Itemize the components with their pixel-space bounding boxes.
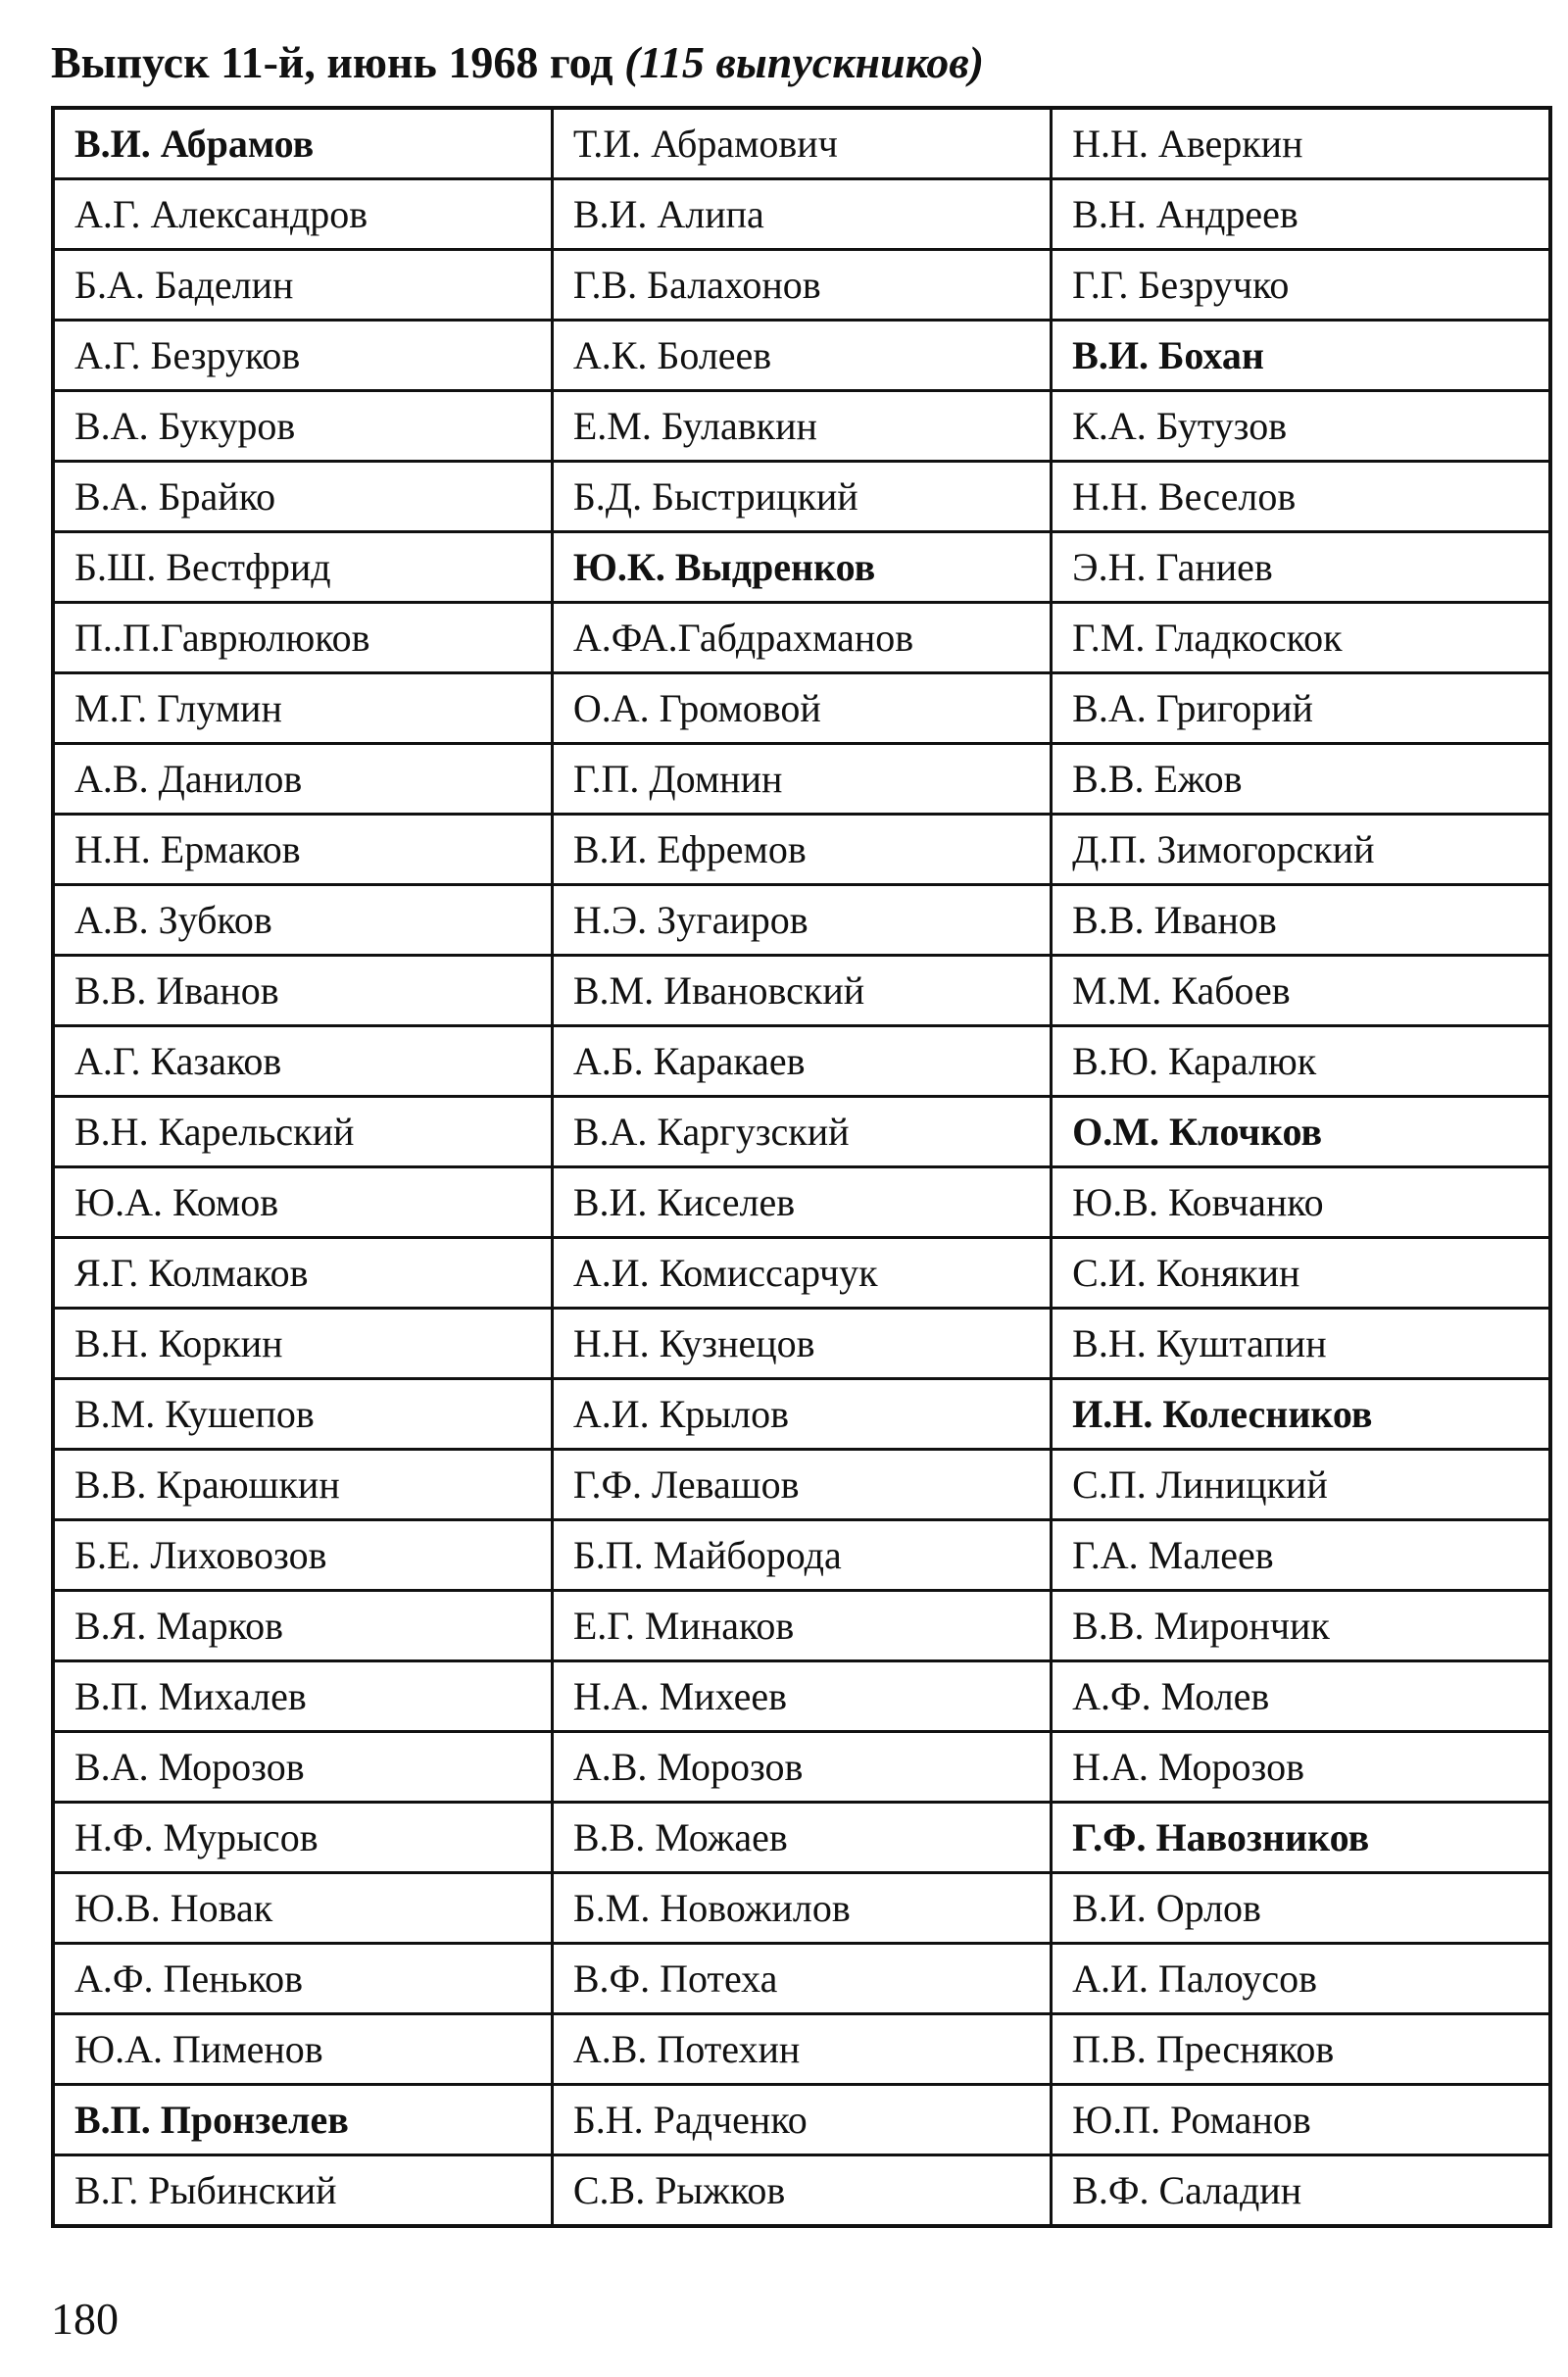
graduate-name-cell: А.Б. Каракаев — [552, 1026, 1051, 1097]
graduate-name-cell: Я.Г. Колмаков — [53, 1238, 552, 1309]
graduate-name-cell: А.Г. Безруков — [53, 321, 552, 391]
table-row — [53, 956, 1550, 1026]
graduate-name-cell: В.Ф. Потеха — [552, 1944, 1051, 2014]
table-row — [53, 2014, 1550, 2085]
graduate-name-cell: А.И. Крылов — [552, 1379, 1051, 1450]
table-row — [53, 1026, 1550, 1097]
table-row — [53, 321, 1550, 391]
graduate-name-cell: Г.Ф. Левашов — [552, 1450, 1051, 1520]
graduate-name-cell: Н.Н. Веселов — [1052, 462, 1550, 532]
graduate-name-cell: Б.П. Майборода — [552, 1520, 1051, 1591]
graduate-name-cell: Н.Э. Зугаиров — [552, 885, 1051, 956]
graduate-name-cell: Т.И. Абрамович — [552, 108, 1051, 179]
graduate-name-cell: Ю.П. Романов — [1052, 2085, 1550, 2155]
table-row — [53, 1591, 1550, 1661]
graduate-name-cell: Б.Е. Лиховозов — [53, 1520, 552, 1591]
graduate-name-cell: Н.А. Михеев — [552, 1661, 1051, 1732]
graduate-name-cell: В.В. Можаев — [552, 1803, 1051, 1873]
table-row — [53, 1309, 1550, 1379]
graduate-name-cell: В.И. Бохан — [1052, 321, 1550, 391]
graduate-name-cell: Б.М. Новожилов — [552, 1873, 1051, 1944]
page-number: 180 — [51, 2294, 119, 2344]
graduate-name-cell: М.М. Кабоев — [1052, 956, 1550, 1026]
graduate-name-cell: Ю.А. Пименов — [53, 2014, 552, 2085]
heading-graduate-count: (115 выпускников) — [624, 37, 985, 87]
graduate-name-cell: С.П. Линицкий — [1052, 1450, 1550, 1520]
graduate-name-cell: Г.Г. Безручко — [1052, 250, 1550, 321]
graduate-name-cell: Г.В. Балахонов — [552, 250, 1051, 321]
graduate-name-cell: В.А. Морозов — [53, 1732, 552, 1803]
graduate-name-cell: В.В. Иванов — [1052, 885, 1550, 956]
graduate-name-cell: С.И. Конякин — [1052, 1238, 1550, 1309]
graduate-name-cell: В.Н. Андреев — [1052, 179, 1550, 250]
graduate-name-cell: Б.Ш. Вестфрид — [53, 532, 552, 603]
graduate-name-cell: Н.А. Морозов — [1052, 1732, 1550, 1803]
table-row — [53, 108, 1550, 179]
graduate-name-cell: В.А. Григорий — [1052, 673, 1550, 744]
graduates-table — [51, 106, 1552, 2228]
graduate-name-cell: О.М. Клочков — [1052, 1097, 1550, 1167]
table-row — [53, 1167, 1550, 1238]
graduate-name-cell: А.Г. Казаков — [53, 1026, 552, 1097]
graduate-name-cell: В.В. Краюшкин — [53, 1450, 552, 1520]
table-row — [53, 250, 1550, 321]
table-row — [53, 391, 1550, 462]
graduate-name-cell: Ю.В. Ковчанко — [1052, 1167, 1550, 1238]
graduate-name-cell: В.В. Мирончик — [1052, 1591, 1550, 1661]
graduate-name-cell: В.П. Пронзелев — [53, 2085, 552, 2155]
graduate-name-cell: В.Ю. Каралюк — [1052, 1026, 1550, 1097]
graduate-name-cell: Е.М. Булавкин — [552, 391, 1051, 462]
graduate-name-cell: С.В. Рыжков — [552, 2155, 1051, 2227]
graduate-name-cell: А.К. Болеев — [552, 321, 1051, 391]
table-row — [53, 2155, 1550, 2227]
table-row — [53, 744, 1550, 815]
graduate-name-cell: Г.А. Малеев — [1052, 1520, 1550, 1591]
table-row — [53, 1944, 1550, 2014]
table-row — [53, 1661, 1550, 1732]
table-row — [53, 1379, 1550, 1450]
graduate-name-cell: Д.П. Зимогорский — [1052, 815, 1550, 885]
table-row — [53, 603, 1550, 673]
graduate-name-cell: Б.Д. Быстрицкий — [552, 462, 1051, 532]
graduate-name-cell: В.П. Михалев — [53, 1661, 552, 1732]
graduate-name-cell: В.А. Букуров — [53, 391, 552, 462]
table-row — [53, 179, 1550, 250]
graduate-name-cell: Н.Н. Аверкин — [1052, 108, 1550, 179]
graduate-name-cell: Г.Ф. Навозников — [1052, 1803, 1550, 1873]
table-row — [53, 1732, 1550, 1803]
graduate-name-cell: В.И. Алипа — [552, 179, 1051, 250]
table-row — [53, 1803, 1550, 1873]
table-row — [53, 673, 1550, 744]
graduate-name-cell: Э.Н. Ганиев — [1052, 532, 1550, 603]
graduate-name-cell: Ю.В. Новак — [53, 1873, 552, 1944]
graduates-table-body — [53, 108, 1550, 2226]
graduate-name-cell: В.А. Брайко — [53, 462, 552, 532]
graduate-name-cell: В.М. Ивановский — [552, 956, 1051, 1026]
heading-main: Выпуск 11-й, июнь 1968 год — [51, 37, 625, 87]
table-row — [53, 1520, 1550, 1591]
graduate-name-cell: Н.Ф. Мурысов — [53, 1803, 552, 1873]
table-row — [53, 815, 1550, 885]
page-heading — [51, 33, 984, 92]
graduate-name-cell: А.Ф. Молев — [1052, 1661, 1550, 1732]
graduate-name-cell: А.Г. Александров — [53, 179, 552, 250]
graduate-name-cell: Б.А. Баделин — [53, 250, 552, 321]
graduate-name-cell: А.В. Зубков — [53, 885, 552, 956]
graduate-name-cell: Н.Н. Кузнецов — [552, 1309, 1051, 1379]
graduate-name-cell: В.М. Кушепов — [53, 1379, 552, 1450]
graduate-name-cell: В.И. Орлов — [1052, 1873, 1550, 1944]
graduate-name-cell: В.Ф. Саладин — [1052, 2155, 1550, 2227]
graduate-name-cell: П.В. Пресняков — [1052, 2014, 1550, 2085]
graduate-name-cell: Г.П. Домнин — [552, 744, 1051, 815]
graduate-name-cell: А.В. Морозов — [552, 1732, 1051, 1803]
graduate-name-cell: В.Я. Марков — [53, 1591, 552, 1661]
graduate-name-cell: К.А. Бутузов — [1052, 391, 1550, 462]
graduate-name-cell: Г.М. Гладкоскок — [1052, 603, 1550, 673]
graduate-name-cell: В.Н. Коркин — [53, 1309, 552, 1379]
graduate-name-cell: О.А. Громовой — [552, 673, 1051, 744]
table-row — [53, 1450, 1550, 1520]
graduate-name-cell: В.В. Ежов — [1052, 744, 1550, 815]
table-row — [53, 462, 1550, 532]
graduate-name-cell: Ю.А. Комов — [53, 1167, 552, 1238]
graduate-name-cell: А.ФА.Габдрахманов — [552, 603, 1051, 673]
graduate-name-cell: А.В. Потехин — [552, 2014, 1051, 2085]
table-row — [53, 885, 1550, 956]
graduate-name-cell: В.И. Киселев — [552, 1167, 1051, 1238]
graduate-name-cell: А.И. Комиссарчук — [552, 1238, 1051, 1309]
graduate-name-cell: В.Н. Куштапин — [1052, 1309, 1550, 1379]
graduate-name-cell: Б.Н. Радченко — [552, 2085, 1051, 2155]
table-row — [53, 1873, 1550, 1944]
graduate-name-cell: В.В. Иванов — [53, 956, 552, 1026]
table-row — [53, 532, 1550, 603]
graduate-name-cell: Н.Н. Ермаков — [53, 815, 552, 885]
graduate-name-cell: В.Н. Карельский — [53, 1097, 552, 1167]
table-row — [53, 2085, 1550, 2155]
graduate-name-cell: В.А. Каргузский — [552, 1097, 1051, 1167]
graduate-name-cell: В.И. Ефремов — [552, 815, 1051, 885]
graduate-name-cell: Ю.К. Выдренков — [552, 532, 1051, 603]
graduate-name-cell: А.В. Данилов — [53, 744, 552, 815]
graduate-name-cell: А.Ф. Пеньков — [53, 1944, 552, 2014]
table-row — [53, 1097, 1550, 1167]
graduate-name-cell: Е.Г. Минаков — [552, 1591, 1051, 1661]
graduate-name-cell: М.Г. Глумин — [53, 673, 552, 744]
graduate-name-cell: В.Г. Рыбинский — [53, 2155, 552, 2227]
graduate-name-cell: П..П.Гаврюлюков — [53, 603, 552, 673]
graduate-name-cell: А.И. Палоусов — [1052, 1944, 1550, 2014]
table-row — [53, 1238, 1550, 1309]
graduate-name-cell: И.Н. Колесников — [1052, 1379, 1550, 1450]
graduate-name-cell: В.И. Абрамов — [53, 108, 552, 179]
